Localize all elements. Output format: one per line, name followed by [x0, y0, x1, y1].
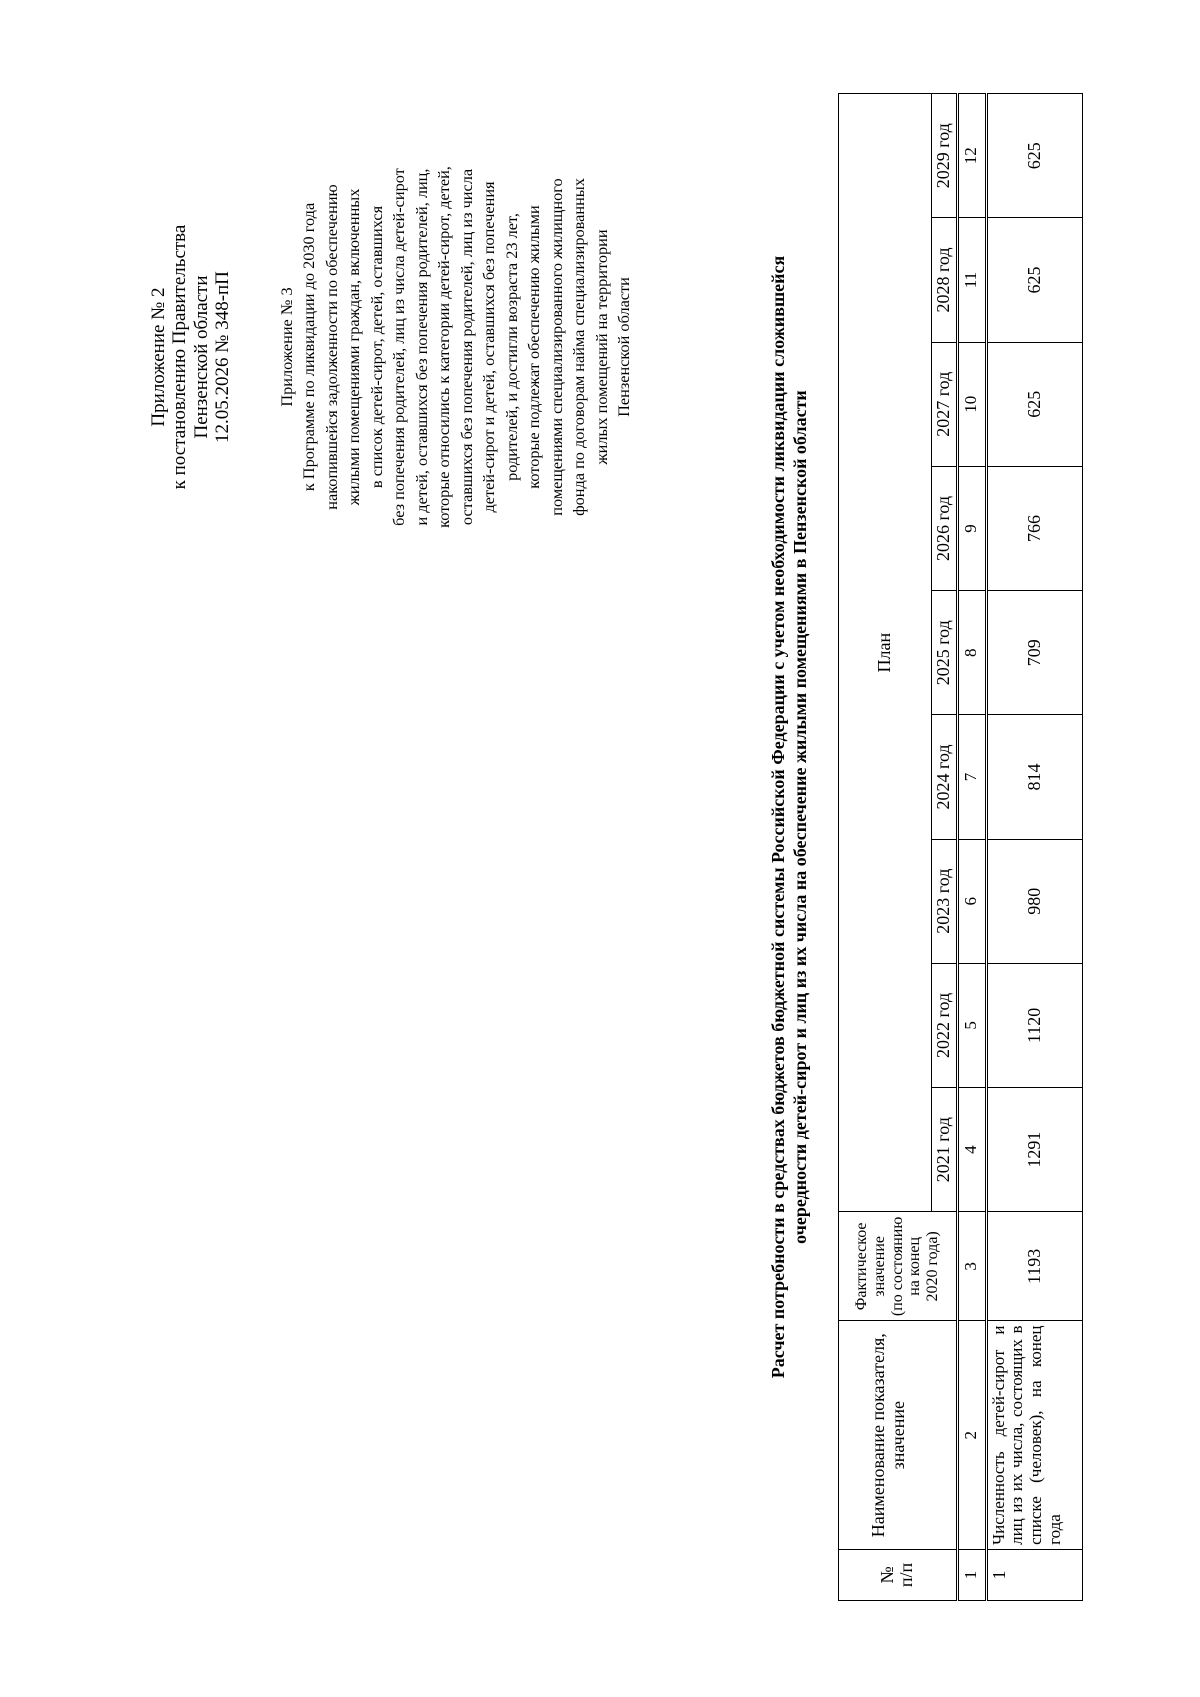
- table-header-row: [839, 94, 932, 1601]
- plan-value: 1120: [986, 963, 1082, 1087]
- plan-value: 1291: [986, 1088, 1082, 1212]
- document-title: [768, 97, 812, 1537]
- plan-value: 625: [986, 94, 1082, 218]
- col-header-name: Наименование показателя, значение: [839, 1321, 958, 1549]
- column-number: 2: [957, 1321, 986, 1549]
- table-row: [986, 94, 1082, 1601]
- year-header: 2023 год: [932, 839, 958, 963]
- appendix2-line: Пензенской области: [190, 275, 212, 439]
- column-number: 10: [957, 342, 986, 466]
- column-number: 8: [957, 591, 986, 715]
- appendix2-header: [148, 187, 233, 527]
- year-header: 2024 год: [932, 715, 958, 839]
- appendix3-line: к Программе по ликвидации до 2030 года: [299, 202, 319, 492]
- year-header: 2025 год: [932, 591, 958, 715]
- column-number: 9: [957, 466, 986, 590]
- appendix2-line: Приложение № 2: [148, 287, 169, 427]
- year-header: 2021 год: [932, 1088, 958, 1212]
- year-header: 2029 год: [932, 94, 958, 218]
- year-header: 2028 год: [932, 218, 958, 342]
- column-number: 11: [957, 218, 986, 342]
- plan-value: 814: [986, 715, 1082, 839]
- appendix2-line: 12.05.2026 № 348-пП: [211, 271, 233, 443]
- column-number: 5: [957, 963, 986, 1087]
- fact-value: 1193: [986, 1212, 1082, 1321]
- column-number: 6: [957, 839, 986, 963]
- column-number: 3: [957, 1212, 986, 1321]
- title-line: Расчет потребности в средствах бюджетов бюджетной системы Российской Федерации с учетом необходимости ликвидации сложившейся: [768, 255, 788, 1379]
- col-header-plan: План: [839, 94, 932, 1212]
- appendix3-header: [276, 37, 636, 657]
- appendix3-line: и детей, оставшихся без попечения родителей, лиц,: [411, 168, 431, 526]
- year-header: 2026 год: [932, 466, 958, 590]
- plan-value: 766: [986, 466, 1082, 590]
- appendix3-line: родителей, и достигли возраста 23 лет,: [501, 213, 521, 481]
- appendix3-line: жилыми помещениями граждан, включенных: [344, 188, 364, 506]
- plan-value: 625: [986, 218, 1082, 342]
- title-line: очередности детей-сирот и лиц из их числа на обеспечение жилыми помещениями в Пензенской области: [789, 390, 810, 1244]
- indicator-name: Численность детей-сирот и лиц из их числа, состоящих в списке (человек), на конец года: [986, 1321, 1082, 1549]
- appendix3-line: Пензенской области: [614, 277, 634, 417]
- appendix3-line: без попечения родителей, лиц из числа детей-сирот: [389, 168, 409, 526]
- budget-table: [838, 93, 1083, 1601]
- appendix3-line: накопившейся задолженности по обеспечению: [321, 184, 341, 510]
- appendix3-line: оставшихся без попечения родителей, лиц из числа: [456, 168, 476, 526]
- appendix3-line: детей-сирот и детей, оставшихся без попечения: [479, 181, 499, 513]
- column-number: 7: [957, 715, 986, 839]
- year-header: 2022 год: [932, 963, 958, 1087]
- appendix3-line: помещениями специализированного жилищного: [546, 178, 566, 516]
- appendix3-line: которые относились к категории детей-сирот, детей,: [434, 166, 454, 528]
- column-number-row: [957, 94, 986, 1601]
- appendix3-line: Приложение № 3: [277, 287, 296, 407]
- row-number: 1: [986, 1549, 1082, 1600]
- appendix2-line: к постановлению Правительства: [169, 224, 191, 490]
- column-number: 12: [957, 94, 986, 218]
- appendix3-line: фонда по договорам найма специализированных: [569, 178, 589, 516]
- year-header: 2027 год: [932, 342, 958, 466]
- appendix3-line: которые подлежат обеспечению жилыми: [524, 205, 544, 489]
- col-header-num: № п/п: [839, 1549, 958, 1600]
- plan-value: 709: [986, 591, 1082, 715]
- appendix3-line: жилых помещений на территории: [591, 229, 611, 465]
- appendix3-line: в список детей-сирот, детей, оставшихся: [366, 205, 386, 489]
- column-number: 4: [957, 1088, 986, 1212]
- plan-value: 980: [986, 839, 1082, 963]
- col-header-fact: Фактическое значение (по состоянию на конец 2020 года): [839, 1212, 958, 1321]
- plan-value: 625: [986, 342, 1082, 466]
- column-number: 1: [957, 1549, 986, 1600]
